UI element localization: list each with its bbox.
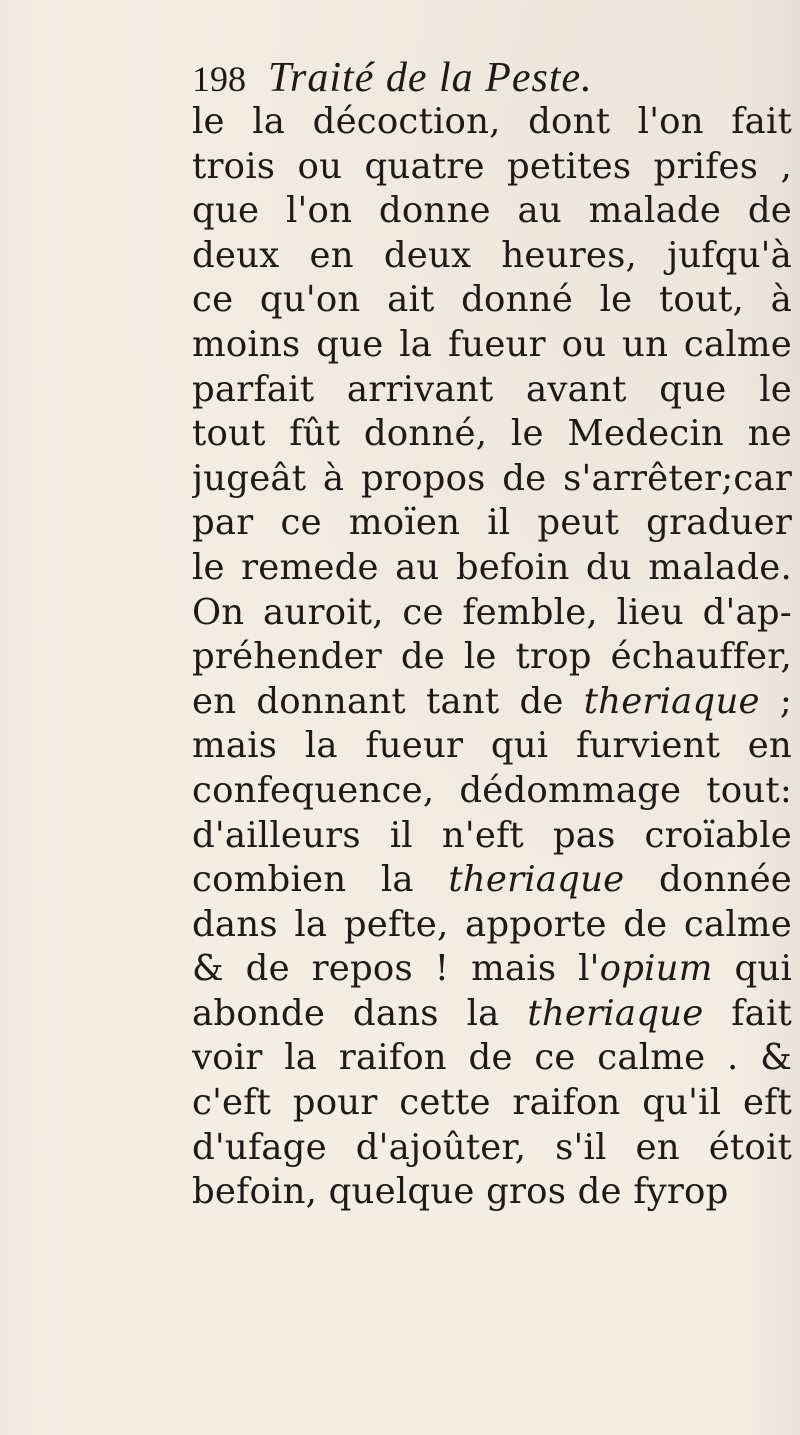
line-text: d'ufage d'ajoûter, s'il en étoit (192, 1126, 792, 1168)
text-line (192, 992, 792, 1037)
italic-term: theriaque (583, 680, 760, 722)
line-text: que l'on donne au malade de (192, 190, 792, 232)
text-line (192, 189, 792, 234)
text-line (192, 323, 792, 368)
line-text: mais la fueur qui furvient en (192, 725, 792, 767)
text-line (192, 145, 792, 190)
line-text: ce qu'on ait donné le tout, à (192, 279, 792, 321)
italic-term: theriaque (448, 859, 625, 901)
line-text: en donnant tant de (192, 680, 584, 722)
line-text: le la décoction, dont l'on fait (192, 101, 792, 142)
text-line (192, 546, 792, 591)
line-text: qui (712, 948, 792, 990)
text-line (192, 501, 792, 546)
line-text: voir la raifon de ce calme . & (192, 1037, 792, 1079)
text-line (192, 635, 792, 680)
line-text: combien la (192, 859, 449, 901)
text-line (192, 412, 792, 457)
line-text: tout fût donné, le Medecin ne (192, 413, 792, 455)
body-text (192, 100, 792, 1215)
text-line (192, 1081, 792, 1126)
text-line (192, 947, 792, 992)
text-line (192, 368, 792, 413)
text-line (192, 903, 792, 948)
line-text: trois ou quatre petites prifes , (192, 145, 792, 187)
text-line (192, 680, 792, 725)
line-text: par ce moïen il peut graduer (192, 502, 792, 544)
text-line (192, 814, 792, 859)
line-text: confequence, dédommage tout: (192, 769, 792, 811)
text-line (192, 1036, 792, 1081)
line-text: & de repos ! mais l' (192, 948, 600, 990)
line-text: moins que la fueur ou un calme (192, 323, 792, 365)
text-line (192, 769, 792, 814)
text-line (192, 858, 792, 903)
line-text: dans la pefte, apporte de calme (192, 903, 792, 945)
text-line (192, 234, 792, 279)
page-number: 198 (192, 59, 246, 99)
line-text: d'ailleurs il n'eft pas croïable (192, 814, 792, 856)
line-text: parfait arrivant avant que le (192, 368, 792, 410)
line-text: On auroit, ce femble, lieu d'ap- (192, 591, 792, 633)
running-title: Traité de la Peste. (268, 55, 593, 101)
line-text: donnée (624, 859, 792, 901)
page-header (192, 54, 752, 104)
text-line (192, 1170, 792, 1215)
text-line (192, 278, 792, 323)
line-text: fait (703, 992, 792, 1034)
text-line (192, 457, 792, 502)
italic-term: theriaque (527, 992, 704, 1034)
line-text: jugeât à propos de s'arrêter;car (192, 457, 792, 499)
line-text: befoin, quelque gros de fyrop (192, 1171, 729, 1213)
text-line (192, 100, 792, 145)
text-line (192, 724, 792, 769)
line-text: préhender de le trop échauffer, (192, 636, 792, 678)
text-line (192, 591, 792, 636)
line-text: le remede au befoin du malade. (192, 546, 792, 588)
line-text: ; (759, 680, 792, 722)
line-text: c'eft pour cette raifon qu'il eft (192, 1082, 792, 1124)
italic-term: opium (599, 948, 713, 990)
line-text: abonde dans la (192, 992, 528, 1034)
text-line (192, 1126, 792, 1171)
line-text: deux en deux heures, jufqu'à (192, 234, 792, 276)
